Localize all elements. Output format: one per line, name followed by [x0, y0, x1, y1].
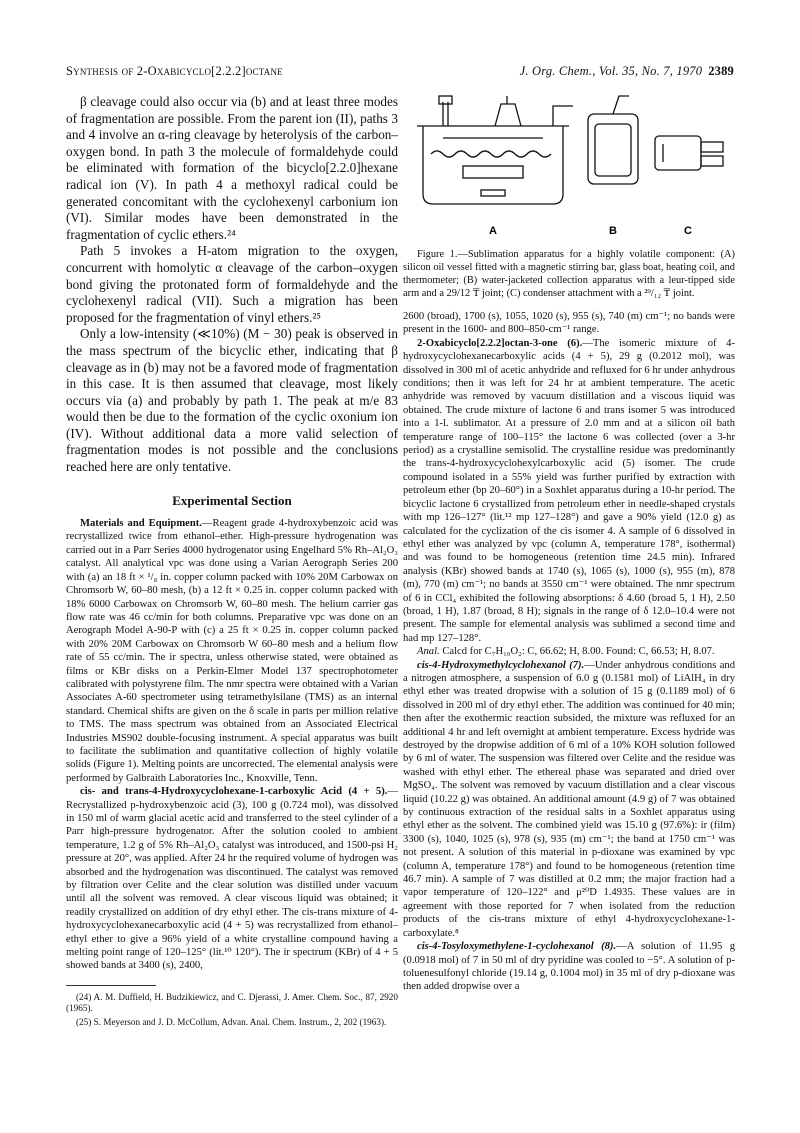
- paragraph: Materials and Equipment.—Reagent grade 4-hydroxybenzoic acid was recrystallized twice from ethanol–ether. High-pressure hydrogenation was carried out in a Parr Series 4000 hydrogenator using Engelhard 5% Rh–Al₂O₃ catalyst. All analytical vpc was done using a Varian Aerograph Series 200 with (a) an 18 ft × ¹/₈ in. copper column packed with 10% 20M Carbowax on Chromsorb W, 60–80 mesh, (b) a 12 ft × 0.25 in. copper column packed with 18% 6000 Carbowax on Chromsorb W, 60–80 mesh. The helium carrier gas flow rate was 46 cc/min for both columns. Preparative vpc was done on an Aerograph Model A-90-P with (c) a 25 ft × 0.25 in. copper column packed with 20% 20M Carbowax on Chromsorb W 60–80 mesh and a helium flow rate of 55 cc/min. The ir spectra, unless otherwise stated, were obtained as films or KBr disks on a Perkin-Elmer Model 137 spectrophotometer calibrated with polystyrene film. The nmr spectra were obtained with a Varian Associates A-60 spectrometer using tetramethylsilane (TMS) as an internal standard. Chemical shifts are given on the δ scale in parts per million relative to TMS. The mass spectrum was obtained from an Associated Electrical Industries MS902 double-focusing instrument. A special apparatus was built to facilitate the sublimation and quantitative collection of highly volatile solids (Figure 1). Melting points are uncorrected. The elemental analysis were performed by Galbraith Laboratories Inc., Knoxville, Tenn.: [66, 518, 398, 784]
- figure-caption: Figure 1.—Sublimation apparatus for a highly volatile component: (A) silicon oil vessel fitted with a magnetic stirring bar, glass boat, heating coil, and thermometer; (B) water-jacketed collection apparatus with a leur-tipped side arm and a 29/12 ₸ joint; (C) condenser attachment with a ²⁹/₁₂ ₸ joint.: [403, 249, 735, 299]
- paragraph: 2600 (broad), 1700 (s), 1055, 1020 (s), 955 (s), 740 (m) cm⁻¹; no bands were present in the 1600- and 800–850-cm⁻¹ range.: [403, 311, 735, 336]
- paragraph: Path 5 invokes a H-atom migration to the oxygen, concurrent with homolytic α cleavage of the carbon–oxygen bond giving the protonated form of formaldehyde and the cyclohexenyl radical (VII). Such a migration has been proposed for the fragmentation of vinyl ethers.²⁵: [66, 243, 398, 325]
- footnote-divider: [66, 985, 156, 986]
- figure-label: A: [489, 225, 497, 237]
- figure-label: B: [609, 225, 617, 237]
- figure-label: C: [684, 225, 692, 237]
- page-number: 2389: [708, 64, 734, 78]
- paragraph: Only a low-intensity (≪10%) (M − 30) peak is observed in the mass spectrum of the bicyclic ether, indicating that β cleavage as in (b) may not be a favored mode of fragmentation in this case. It is then assumed that cleavage, most likely occurs via (a) and probably by path 1. The peak at m/e 83 would then be due to the formation of the cyclic oxonium ion (IV). Without additional data a more valid selection of fragmentation modes is not possible and the conclusions reached here are only tentative.: [66, 326, 398, 475]
- section-heading: Experimental Section: [172, 492, 292, 508]
- left-column: [66, 94, 398, 1031]
- footnote: (25) S. Meyerson and J. D. McCollum, Advan. Anal. Chem. Instrum., 2, 202 (1963).: [76, 1017, 387, 1028]
- paragraph: Anal. Calcd for C₇H₁₀O₂: C, 66.62; H, 8.00. Found: C, 66.53; H, 8.07.: [417, 646, 715, 658]
- paragraph: cis-4-Hydroxymethylcyclohexanol (7).—Under anhydrous conditions and a nitrogen atmosphere, a suspension of 6.0 g (0.1581 mol) of LiAlH₄ in dry ethyl ether was treated dropwise with a solution of 15 g (0.1189 mol) of 6 dissolved in 200 ml of dry ethyl ether. The addition was continued for 40 min; then after the exothermic reaction subsided, the mixture was refluxed for an additional 4 hr and left overnight at ambient temperature. Excess hydride was destroyed by the dropwise addition of 6 ml of a 10% KOH solution followed by 6 ml of water. The suspension was filtered over Celite and the residue was washed with ethyl ether. The ethereal phase was separated and dried over MgSO₄. The solvent was removed by vacuum distillation and a clear viscous liquid (10.22 g) was obtained. An additional amount (4.9 g) of 7 was obtained by continuous extraction of the residual salts in a Soxhlet apparatus using ethyl ether as the solvent. The combined yield was 15.10 g (97.6%): ir (film) 3300 (s), 1040, 1025 (s), 978 (s), 935 (m) cm⁻¹; the band at 1750 cm⁻¹ was not present. A solution of this material in p-dioxane was examined by vpc (column A, temperature 178°) and found to be homogeneous (retention time 46.7 min). A sample of 7 was distilled at 0.2 mm; the major fraction had a vapor temperature of 120–122° and μ²⁰D 1.4935. These values are in agreement with those reported for 7 when isolated from the reduction products of the cis-trans mixture of ethyl 4-hydroxycyclohexane-1-carboxylate.⁸: [403, 659, 735, 939]
- running-header: [66, 64, 734, 82]
- running-title: Synthesis of 2-Oxabicyclo[2.2.2]octane: [66, 64, 283, 78]
- paragraph: cis-4-Tosyloxymethylene-1-cyclohexanol (8).—A solution of 11.95 g (0.0918 mol) of 7 in 50 ml of dry pyridine was cooled to −5°. A solution of p-toluenesulfonyl chloride (19.14 g, 0.1004 mol) in 35 ml of dry p-dioxane was then added dropwise over a: [403, 941, 735, 993]
- footnote: (24) A. M. Duffield, H. Budzikiewicz, and C. Djerassi, J. Amer. Chem. Soc., 87, 2920 (1965).: [66, 991, 398, 1014]
- paragraph: β cleavage could also occur via (b) and at least three modes of fragmentation are possible. From the parent ion (II), paths 3 and 4 involve an α-ring cleavage by heterolysis of the carbon–oxygen bond. In path 3 the molecule of formaldehyde could be eliminated with formation of the bicyclo[2.2.0]hexane radical ion (V). In path 4 a methoxyl radical could be generated concomitant with the cyclohexenyl carbonium ion (VI). Similar modes have been demonstrated in the fragmentation of cyclic ethers.²⁴: [66, 94, 398, 242]
- journal-citation: J. Org. Chem., Vol. 35, No. 7, 1970 2389: [519, 64, 734, 78]
- figure-1: [403, 94, 735, 244]
- paragraph: cis- and trans-4-Hydroxycyclohexane-1-carboxylic Acid (4 + 5).—Recrystallized p-hydroxybenzoic acid (3), 100 g (0.724 mol), was dissolved in 150 ml of warm glacial acetic acid and transferred to the steel cylinder of a Parr high-pressure hydrogenator. After the solution cooled to ambient temperature, 1.2 g of 5% Rh–Al₂O₃ catalyst was introduced, and 1500-psi H₂ pressure at 20°, was applied. After 24 hr the required volume of hydrogen was absorbed and the hydrogenation was discontinued. The catalyst was removed by filtration over Celite and the clear solution was distilled under vacuum until all the solvent was removed. A clear viscous liquid was obtained; it readily crystallized on addition of dry ethyl ether. The cis-trans mixture of 4-hydroxycyclohexanecarboxylic acid (4 + 5) was recrystallized from ethanol–ethyl ether to give a 96% yield of a white crystalline compound having a melting point range of 120–125° (lit.¹⁰ 120°). The ir spectrum (KBr) of 4 + 5 showed bands at 3400 (s), 2400,: [66, 786, 398, 972]
- sublimation-apparatus-drawing: [403, 94, 735, 244]
- discussion-text: [66, 94, 398, 476]
- right-column: [403, 94, 735, 994]
- paragraph: 2-Oxabicyclo[2.2.2]octan-3-one (6).—The isomeric mixture of 4-hydroxycyclohexanecarboxylic acids (4 + 5), 29 g (0.2012 mol), was dissolved in 300 ml of acetic anhydride and refluxed for 6 hr under anhydrous conditions; then it was left for 24 hr at ambient temperature. The acetic anhydride was removed by vacuum distillation and a viscous liquid was obtained. The crude mixture of lactone 6 and trans isomer 5 was introduced into a 1-l. sublimator. At a pressure of 2.0 mm and at a silicon oil bath temperature range of 100–115° the lactone 6 was collected (over a 3-hr period) as a crystalline semisolid. The crystalline residue was predominantly the trans-4-hydroxycyclohexylcarboxylic acid (5) isomer. The crude compound isolated in a 55% yield was further purified by extraction with petroleum ether (bp 20–60°) in a Soxhlet apparatus during a 10-hr period. The bicyclic lactone 6 crystallized from petroleum ether in needle-shaped crystals with mp 126–127° (lit.¹² mp 127–128°) and gave a 90% yield (12.0 g) as calculated for the cyclization of the cis isomer 4. A sample of 6 dissolved in ethyl ether was analyzed by vpc (column A, temperature 178°, isothermal) and was found to be homogeneous (retention time 24.5 min). Infrared analysis (KBr) showed bands at 1740 (s), 1065 (s), 1000 (s), 955 (m), 878 (m), 770 (m) cm⁻¹; no bands at 3550 cm⁻¹ were obtained. The nmr spectrum of 6 in CCl₄ exhibited the following absorptions: δ 4.60 (broad 5, 1 H), 2.50 (broad, 1 H), 1.87 (broad, 8 H); signals in the range of δ 12.0–10.4 were not present. The sample for elemental analysis was sublimed a second time and had mp 127–128°.: [403, 337, 735, 644]
